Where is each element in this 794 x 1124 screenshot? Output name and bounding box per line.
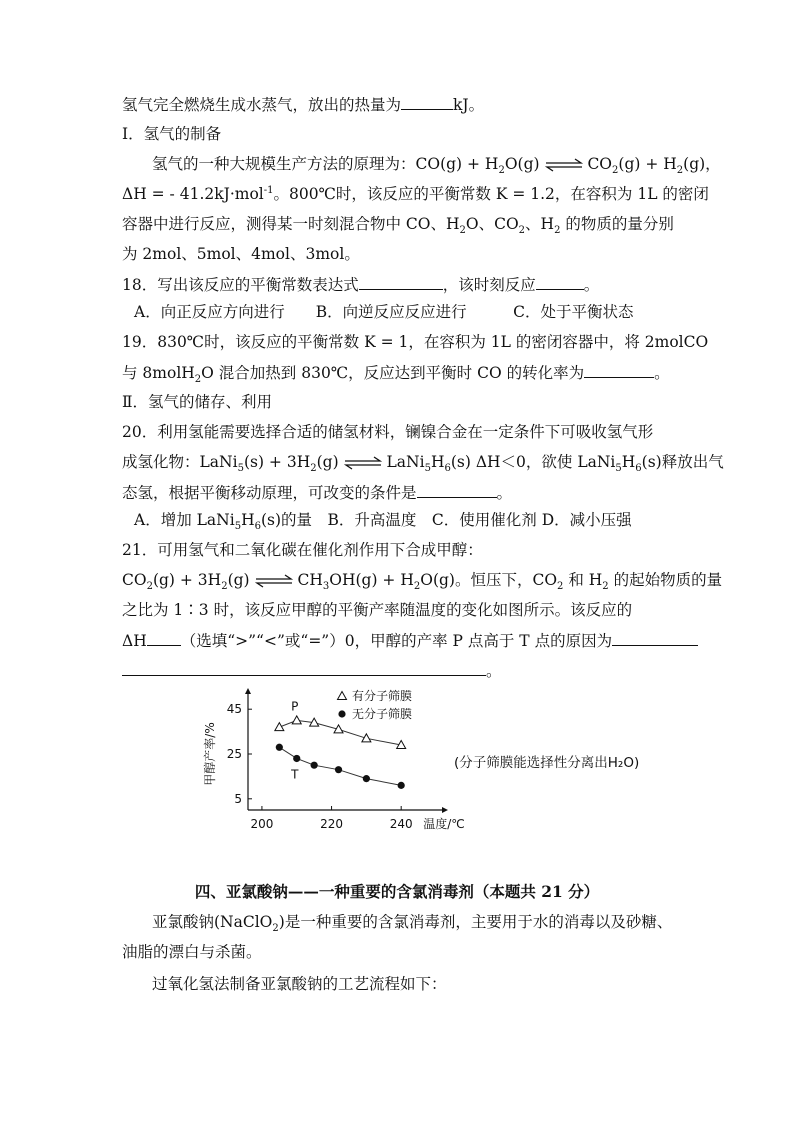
superscript: -1 <box>263 184 274 196</box>
text: H <box>241 511 255 529</box>
text: 油脂的漂白与杀菌。 <box>122 943 262 961</box>
subscript: 2 <box>602 581 609 593</box>
question-18-options <box>134 302 633 322</box>
subscript: 5 <box>615 463 622 475</box>
text: (g)， <box>683 155 721 173</box>
subscript: 2 <box>310 463 317 475</box>
answer-blank <box>536 274 584 290</box>
subscript: 2 <box>498 165 505 177</box>
answer-blank <box>122 660 486 676</box>
equilibrium-arrow-icon <box>255 575 293 587</box>
methanol-yield-chart <box>196 689 465 850</box>
section-heading-4 <box>0 882 794 902</box>
question-20-line2 <box>122 452 724 475</box>
text: (s) ΔH＜0，欲使 LaNi <box>450 453 616 471</box>
text: H <box>621 453 636 471</box>
text: 之比为 1∶3 时，该反应甲醇的平衡产率随温度的变化如图所示。该反应的 <box>122 601 633 619</box>
text: 。800℃时，该反应的平衡常数 K = 1.2，在容积为 1L 的密闭 <box>273 185 709 203</box>
text: LaNi <box>386 453 425 471</box>
legend-marker-circle <box>338 710 345 717</box>
equilibrium-arrow-icon <box>545 159 583 171</box>
subscript: 2 <box>272 923 279 935</box>
subscript: 2 <box>554 225 561 237</box>
subscript: 2 <box>194 374 202 386</box>
text: (s)的量 B．升高温度 C．使用催化剂 D．减小压强 <box>260 511 632 529</box>
section-title: Ⅱ．氢气的储存、利用 <box>122 393 273 411</box>
text: O、CO <box>465 215 519 233</box>
line-container <box>122 214 674 237</box>
text: A．增加 LaNi <box>134 511 235 529</box>
question-20-line3 <box>122 482 512 503</box>
text: CO <box>587 155 613 173</box>
line-enthalpy <box>122 184 709 204</box>
data-point-circle <box>311 762 318 769</box>
section-title: 四、亚氯酸钠——一种重要的含氯消毒剂（本题共 21 分） <box>194 882 600 901</box>
subscript: 6 <box>254 521 261 533</box>
text: 氢气的一种大规模生产方法的原理为：CO(g) + H <box>152 155 499 173</box>
text: 。 <box>654 364 670 382</box>
text: (g) <box>316 453 339 471</box>
text: 18．写出该反应的平衡常数表达式 <box>122 276 359 294</box>
equilibrium-arrow-icon <box>344 457 382 469</box>
line-heat <box>122 94 484 115</box>
answer-blank <box>584 362 654 378</box>
text: 的物质的量分别 <box>560 215 674 233</box>
section-title: Ⅰ．氢气的制备 <box>122 125 222 143</box>
text: 21．可用氢气和二氧化碳在催化剂作用下合成甲醇： <box>122 541 483 559</box>
paragraph-4-line1 <box>152 912 673 935</box>
text: ΔH <box>122 632 147 650</box>
text: 。 <box>583 276 600 294</box>
text: H <box>430 453 445 471</box>
question-21-line1 <box>122 540 483 560</box>
text: CH <box>297 571 323 589</box>
subscript: 2 <box>459 225 466 237</box>
subscript: 2 <box>146 581 153 593</box>
y-tick-label: 45 <box>226 702 242 717</box>
answer-blank <box>359 274 443 290</box>
chart-plot-area <box>202 688 465 831</box>
data-point-circle <box>293 755 300 762</box>
line-reaction <box>152 154 721 177</box>
text: OH(g) + H <box>329 571 414 589</box>
point-label-T: T <box>291 767 299 782</box>
text: (s)释放出气 <box>641 453 724 471</box>
text: 19．830℃时，该反应的平衡常数 K = 1，在容积为 1L 的密闭容器中，将 2molCO <box>122 333 709 351</box>
text: 与 8molH <box>122 364 195 382</box>
x-axis-label: 温度/℃ <box>423 817 465 831</box>
question-18 <box>122 274 599 295</box>
data-point-circle <box>335 766 342 773</box>
text: 。 <box>496 484 513 502</box>
text: 过氧化氢法制备亚氯酸钠的工艺流程如下： <box>152 975 447 993</box>
subscript: 2 <box>413 581 421 593</box>
section-heading-1 <box>122 124 221 144</box>
line-amounts <box>122 244 360 264</box>
answer-blank <box>612 630 698 646</box>
y-axis-label: 甲醇产率/% <box>203 722 217 786</box>
y-axis-arrow-icon <box>245 688 251 694</box>
subscript: 5 <box>424 463 431 475</box>
point-label-P: P <box>291 699 299 714</box>
subscript: 6 <box>635 463 642 475</box>
y-tick-label: 25 <box>226 747 242 761</box>
subscript: 2 <box>518 225 526 237</box>
x-tick-label: 200 <box>250 817 274 831</box>
text: 、H <box>525 215 555 233</box>
data-point-circle <box>276 744 283 751</box>
text: (s) + 3H <box>243 453 311 471</box>
text: ，该时刻反应 <box>442 276 536 294</box>
text: 的起始物质的量 <box>608 571 723 589</box>
answer-blank <box>417 482 497 498</box>
subscript: 2 <box>676 165 684 177</box>
data-point-triangle <box>292 716 301 724</box>
question-21-line3 <box>122 600 632 620</box>
subscript: 5 <box>234 521 242 533</box>
question-19-line2 <box>122 362 670 386</box>
x-axis-arrow-icon <box>442 807 448 813</box>
paragraph-4-line2 <box>122 942 262 962</box>
subscript: 5 <box>237 463 244 475</box>
options-text: A．向正反应方向进行 B．向逆反应反应进行 C．处于平衡状态 <box>134 303 634 321</box>
text: CO <box>122 571 147 589</box>
text: (g) + H <box>618 155 677 173</box>
subscript: 2 <box>221 581 228 593</box>
text: (g) <box>227 571 250 589</box>
y-tick-label: 5 <box>234 791 242 806</box>
question-20-line1 <box>122 422 653 442</box>
subscript: 2 <box>612 165 619 177</box>
x-tick-label: 220 <box>320 817 344 831</box>
subscript: 6 <box>444 463 451 475</box>
question-19-line1 <box>122 332 708 352</box>
data-point-circle <box>363 775 370 782</box>
x-tick-label: 240 <box>389 817 413 831</box>
text: O(g)。恒压下，CO <box>420 571 558 589</box>
answer-blank <box>147 630 181 646</box>
text: 成氢化物：LaNi <box>122 453 238 471</box>
text: (g) + 3H <box>152 571 222 589</box>
text: 为 2mol、5mol、4mol、3mol。 <box>122 245 360 263</box>
legend-label: 有分子筛膜 <box>352 689 413 703</box>
question-21-line2 <box>122 570 723 593</box>
text: （选填“>”“<”或“=”）0，甲醇的产率 P 点高于 T 点的原因为 <box>180 632 613 650</box>
question-21-line5 <box>122 660 502 681</box>
text: O(g) <box>504 155 540 173</box>
subscript: 2 <box>557 581 564 593</box>
answer-blank <box>401 94 453 110</box>
subscript: 3 <box>322 581 330 593</box>
section-heading-2 <box>122 392 272 412</box>
text: )是一种重要的含氯消毒剂，主要用于水的消毒以及砂糖、 <box>278 913 673 931</box>
text: 20．利用氢能需要选择合适的储氢材料，镧镍合金在一定条件下可吸收氢气形 <box>122 423 654 441</box>
data-point-circle <box>398 782 405 789</box>
legend-label: 无分子筛膜 <box>352 707 413 721</box>
data-point-triangle <box>275 723 284 731</box>
text: 。 <box>486 662 502 680</box>
text: 和 H <box>563 571 603 589</box>
chart-note: (分子筛膜能选择性分离出H₂O) <box>454 755 640 771</box>
text: kJ。 <box>453 96 485 114</box>
question-20-options <box>134 510 632 533</box>
text: 亚氯酸钠(NaClO <box>152 913 273 931</box>
paragraph-4-line3 <box>152 974 447 994</box>
text: ΔH = - 41.2kJ·mol <box>122 185 264 203</box>
question-21-line4 <box>122 630 698 651</box>
text: 氢气完全燃烧生成水蒸气，放出的热量为 <box>122 96 402 114</box>
legend-marker-triangle <box>338 692 347 700</box>
text: 容器中进行反应，测得某一时刻混合物中 CO、H <box>122 215 460 233</box>
text: O 混合加热到 830℃，反应达到平衡时 CO 的转化率为 <box>201 364 585 382</box>
text: 态氢，根据平衡移动原理，可改变的条件是 <box>122 484 417 502</box>
